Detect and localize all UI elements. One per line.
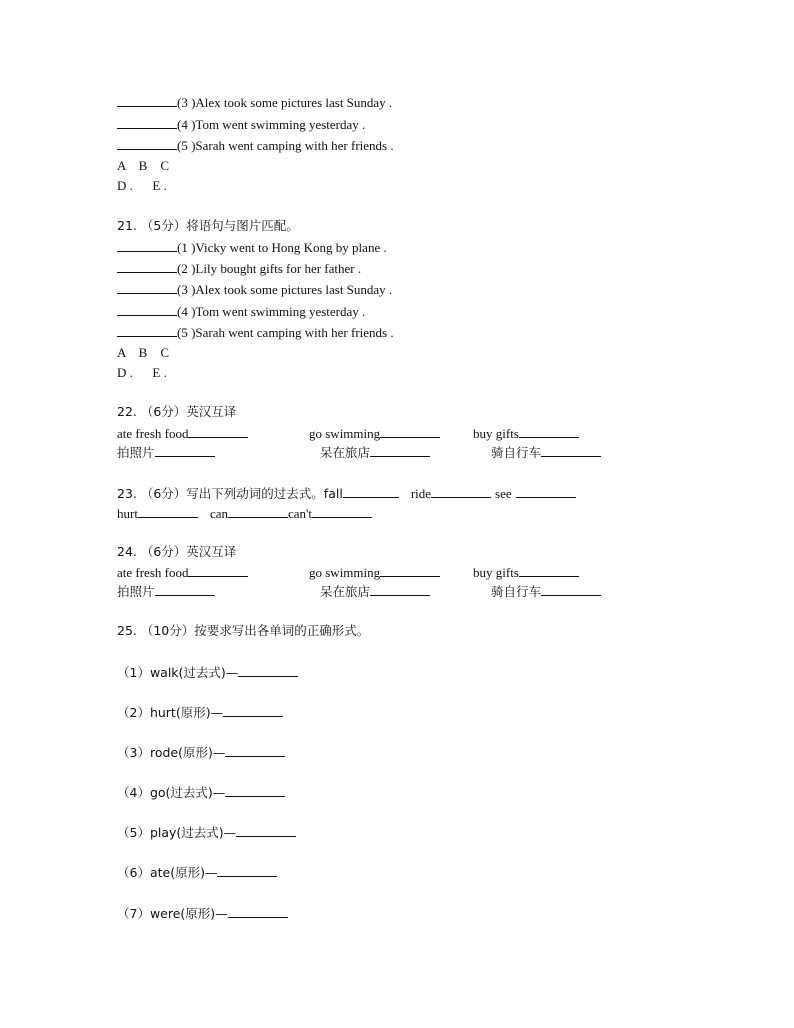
answer-blank[interactable]: [188, 425, 248, 438]
options-row: A B C: [117, 158, 170, 173]
answer-blank[interactable]: [370, 583, 430, 596]
translate-item: go swimming: [309, 564, 440, 582]
translate-item: 拍照片: [117, 583, 215, 601]
answer-blank[interactable]: [431, 485, 491, 498]
match-item: (4 )Tom went swimming yesterday .: [117, 303, 365, 321]
answer-blank[interactable]: [117, 303, 177, 316]
match-item: (5 )Sarah went camping with her friends .: [117, 324, 394, 342]
answer-blank[interactable]: [238, 664, 298, 677]
answer-blank[interactable]: [188, 564, 248, 577]
answer-blank[interactable]: [541, 583, 601, 596]
match-item: (3 )Alex took some pictures last Sunday .: [117, 94, 392, 112]
translate-item: go swimming: [309, 425, 440, 443]
word-form-item: （2）hurt(原形)—: [117, 704, 283, 722]
translate-item: 呆在旅店: [320, 583, 430, 601]
match-item: (2 )Lily bought gifts for her father .: [117, 260, 361, 278]
question-title: 21. （5分）将语句与图片匹配。: [117, 218, 299, 233]
answer-blank[interactable]: [117, 116, 177, 129]
answer-blank[interactable]: [117, 137, 177, 150]
answer-blank[interactable]: [117, 239, 177, 252]
translate-item: buy gifts: [473, 425, 579, 443]
answer-blank[interactable]: [380, 564, 440, 577]
translate-item: 呆在旅店: [320, 444, 430, 462]
question-title: 22. （6分）英汉互译: [117, 404, 237, 419]
answer-blank[interactable]: [117, 281, 177, 294]
answer-blank[interactable]: [117, 94, 177, 107]
answer-blank[interactable]: [225, 744, 285, 757]
translate-item: ate fresh food: [117, 425, 248, 443]
answer-blank[interactable]: [225, 784, 285, 797]
match-item: (1 )Vicky went to Hong Kong by plane .: [117, 239, 387, 257]
question-line: 23. （6分）写出下列动词的过去式。fall ride see: [117, 485, 576, 503]
translate-item: 骑自行车: [491, 583, 601, 601]
question-title: 25. （10分）按要求写出各单词的正确形式。: [117, 623, 370, 638]
word-form-item: （3）rode(原形)—: [117, 744, 285, 762]
question-line: hurt can can't: [117, 505, 372, 523]
answer-blank[interactable]: [541, 444, 601, 457]
answer-blank[interactable]: [312, 505, 372, 518]
question-title: 24. （6分）英汉互译: [117, 544, 237, 559]
match-item: (5 )Sarah went camping with her friends .: [117, 137, 394, 155]
translate-item: 骑自行车: [491, 444, 601, 462]
answer-blank[interactable]: [228, 505, 288, 518]
answer-blank[interactable]: [519, 425, 579, 438]
translate-item: ate fresh food: [117, 564, 248, 582]
answer-blank[interactable]: [223, 704, 283, 717]
answer-blank[interactable]: [380, 425, 440, 438]
answer-blank[interactable]: [217, 864, 277, 877]
word-form-item: （1）walk(过去式)—: [117, 664, 298, 682]
answer-blank[interactable]: [117, 260, 177, 273]
answer-blank[interactable]: [155, 444, 215, 457]
answer-blank[interactable]: [343, 485, 399, 498]
word-form-item: （4）go(过去式)—: [117, 784, 285, 802]
answer-blank[interactable]: [117, 324, 177, 337]
options-row: D . E .: [117, 178, 167, 193]
word-form-item: （5）play(过去式)—: [117, 824, 296, 842]
word-form-item: （7）were(原形)—: [117, 905, 288, 923]
answer-blank[interactable]: [516, 485, 576, 498]
answer-blank[interactable]: [519, 564, 579, 577]
answer-blank[interactable]: [236, 824, 296, 837]
translate-item: buy gifts: [473, 564, 579, 582]
answer-blank[interactable]: [228, 905, 288, 918]
match-item: (3 )Alex took some pictures last Sunday .: [117, 281, 392, 299]
answer-blank[interactable]: [155, 583, 215, 596]
options-row: D . E .: [117, 365, 167, 380]
question-title: 23. （6分）写出下列动词的过去式。fall: [117, 486, 343, 501]
translate-item: 拍照片: [117, 444, 215, 462]
answer-blank[interactable]: [370, 444, 430, 457]
answer-blank[interactable]: [138, 505, 198, 518]
word-form-item: （6）ate(原形)—: [117, 864, 277, 882]
options-row: A B C: [117, 345, 170, 360]
match-item: (4 )Tom went swimming yesterday .: [117, 116, 365, 134]
